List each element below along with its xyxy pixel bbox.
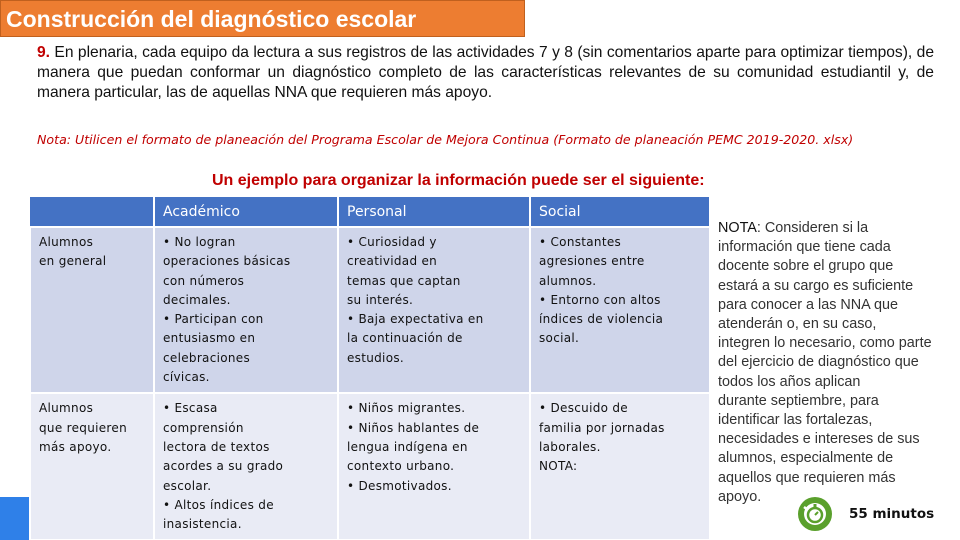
cell-line: • Altos índices de: [163, 497, 274, 512]
row-label-line: en general: [39, 254, 107, 269]
cell-line: familia por jornadas: [539, 420, 665, 435]
side-note-line: identificar las fortalezas,: [718, 412, 873, 429]
cell-line: la continuación de: [347, 331, 463, 346]
cell-academico: [154, 393, 338, 540]
cell-line: • Escasa: [163, 401, 218, 416]
cell-line: contexto urbano.: [347, 459, 455, 474]
side-note-line: durante septiembre, para: [718, 392, 879, 409]
side-note-label: NOTA: [718, 220, 757, 236]
table-row: [30, 393, 710, 540]
cell-line: escolar.: [163, 478, 212, 493]
side-note-line: : Consideren si la: [756, 220, 869, 236]
cell-line: acordes a su grado: [163, 459, 284, 474]
side-note: [718, 219, 958, 507]
example-heading: Un ejemplo para organizar la información puede ser el siguiente:: [212, 172, 705, 189]
cell-line: lengua indígena en: [347, 439, 468, 454]
cell-line: • No logran: [163, 235, 236, 249]
cell-line: • Curiosidad y: [347, 235, 437, 249]
header-social: Social: [530, 197, 710, 227]
side-note-line: información que tiene cada: [718, 239, 891, 256]
instruction-paragraph: [37, 43, 934, 103]
cell-line: comprensión: [163, 420, 244, 435]
step-number: 9.: [37, 44, 51, 61]
timer-icon: [796, 495, 834, 533]
cell-social: [530, 227, 710, 393]
row-label-line: que requieren: [39, 420, 127, 435]
cell-line: social.: [539, 331, 580, 346]
row-label: [30, 227, 154, 393]
instruction-text: En plenaria, cada equipo da lectura a sus registros de las actividades 7 y 8 (sin comentarios aparte para optimizar tiempos), de manera que puedan conformar un diagnóstico completo de las características relevantes de su comunidad estudiantil y, de manera particular, las de aquellas NNA que requieren más apoyo.: [37, 44, 934, 101]
side-note-line: necesidades e intereses de sus: [718, 431, 920, 448]
row-label-line: Alumnos: [39, 235, 94, 249]
cell-line: celebraciones: [163, 350, 251, 365]
cell-line: • Descuido de: [539, 401, 628, 416]
side-note-line: todos los años aplican: [718, 373, 861, 390]
cell-line: • Desmotivados.: [347, 478, 452, 493]
timer-label: 55 minutos: [849, 506, 935, 522]
cell-line: • Niños migrantes.: [347, 401, 466, 416]
cell-line: laborales.: [539, 439, 601, 454]
cell-personal: [338, 393, 530, 540]
cell-line: • Constantes: [539, 235, 622, 249]
cell-line: alumnos.: [539, 273, 597, 288]
row-label: [30, 393, 154, 540]
side-note-line: estará a su cargo es suficiente: [718, 277, 914, 294]
header-empty: [30, 197, 154, 227]
table-row: [30, 227, 710, 393]
cell-line: su interés.: [347, 292, 414, 307]
cell-line: decimales.: [163, 292, 231, 307]
header-personal: Personal: [338, 197, 530, 227]
cell-line: índices de violencia: [539, 312, 664, 327]
cell-line: cívicas.: [163, 370, 210, 385]
cell-academico: [154, 227, 338, 393]
cell-line: • Baja expectativa en: [347, 312, 484, 327]
side-note-line: aquellos que requieren más: [718, 469, 896, 486]
side-note-line: del ejercicio de diagnóstico que: [718, 354, 919, 371]
title-bar: [0, 0, 525, 37]
side-note-line: docente sobre el grupo que: [718, 258, 894, 275]
cell-line: estudios.: [347, 350, 405, 365]
header-academico: Académico: [154, 197, 338, 227]
side-note-line: alumnos, especialmente de: [718, 450, 894, 467]
side-note-line: para conocer a las NNA que: [718, 296, 898, 313]
cell-line: con números: [163, 273, 245, 288]
side-note-line: atenderán o, en su caso,: [718, 316, 877, 333]
cell-line: operaciones básicas: [163, 254, 291, 269]
table-header-row: [30, 197, 710, 227]
cell-line: • Entorno con altos: [539, 292, 661, 307]
cell-line: lectora de textos: [163, 439, 270, 454]
cell-personal: [338, 227, 530, 393]
diagnostic-table: [29, 197, 711, 540]
side-note-line: integren lo necesario, como parte: [718, 335, 932, 352]
planning-note: Nota: Utilicen el formato de planeación del Programa Escolar de Mejora Continua (Formato de planeación PEMC 2019-2020. xlsx): [37, 132, 854, 147]
cell-social: [530, 393, 710, 540]
slide-title: Construcción del diagnóstico escolar: [6, 6, 417, 32]
cell-line: • Participan con: [163, 312, 264, 327]
cell-line: • Niños hablantes de: [347, 420, 480, 435]
side-note-line: apoyo.: [718, 488, 762, 505]
cell-line: creatividad en: [347, 254, 438, 269]
cell-line: agresiones entre: [539, 254, 645, 269]
row-label-line: más apoyo.: [39, 439, 112, 454]
cell-line: inasistencia.: [163, 517, 242, 532]
cell-line: temas que captan: [347, 273, 461, 288]
cell-line: NOTA:: [539, 459, 578, 474]
row-label-line: Alumnos: [39, 401, 94, 416]
cell-line: entusiasmo en: [163, 331, 256, 346]
